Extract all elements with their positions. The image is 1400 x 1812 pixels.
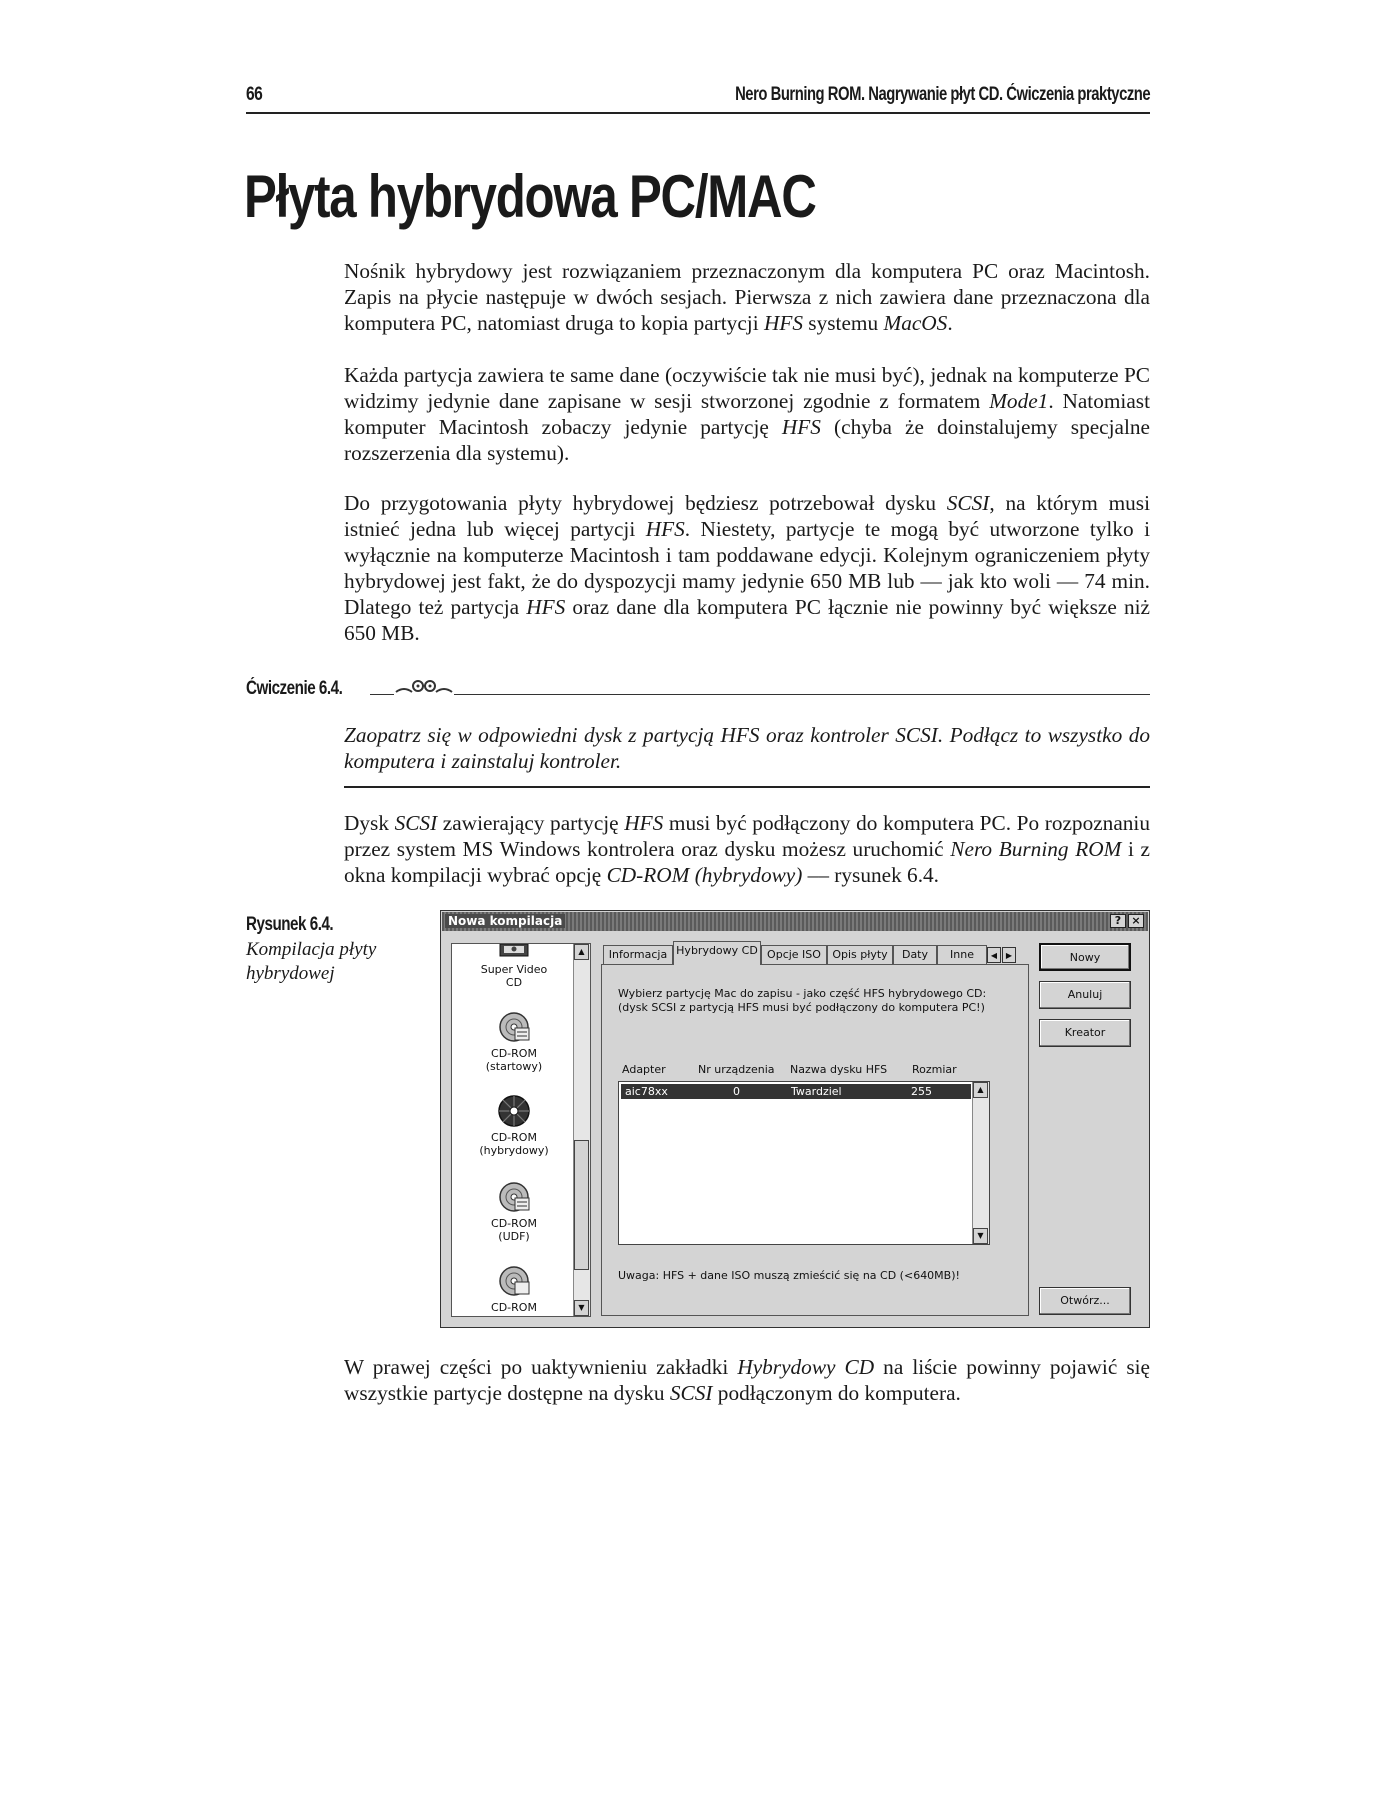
list-item-cd-rom-boot[interactable]: CD-ROM (startowy) (460, 1010, 568, 1073)
section-title: Płyta hybrydowa PC/MAC (244, 163, 816, 230)
exercise-divider (370, 694, 1150, 695)
page-number: 66 (246, 84, 263, 105)
partition-description: Wybierz partycję Mac do zapisu - jako część HFS hybrydowego CD: (dysk SCSI z partycją HFS musi być podłączony do komputera PC!) (618, 987, 987, 1014)
help-button[interactable]: ? (1110, 914, 1126, 928)
hybrid-cd-tab-panel (601, 964, 1029, 1316)
table-row[interactable] (621, 1084, 971, 1099)
cd-udf-icon (497, 1180, 531, 1214)
paragraph-4: Dysk SCSI zawierający partycję HFS musi być podłączony do komputera PC. Po rozpoznaniu przez system MS Windows kontrolera oraz dysku możesz uruchomić Nero Burning ROM i z okna kompilacji wybrać opcję CD-ROM (hybrydowy) –– rysunek 6.4. (344, 811, 1150, 887)
cd-boot-icon (497, 1010, 531, 1044)
left-scrollbar[interactable] (573, 944, 590, 1316)
exercise-heading (246, 674, 1150, 700)
tab-opis-plyty[interactable]: Opis płyty (827, 945, 893, 964)
column-device-number[interactable]: Nr urządzenia (698, 1063, 775, 1076)
column-size[interactable]: Rozmiar (912, 1063, 957, 1076)
cell-device: 0 (733, 1085, 740, 1098)
ornament-icon (394, 676, 454, 698)
close-button[interactable]: × (1128, 914, 1144, 928)
dialog-titlebar (442, 912, 1148, 931)
column-adapter[interactable]: Adapter (622, 1063, 666, 1076)
tab-hybrydowy-cd[interactable]: Hybrydowy CD (673, 941, 761, 965)
figure-caption: Kompilacja płyty hybrydowej (246, 939, 377, 984)
list-scroll-up-icon[interactable]: ▲ (973, 1082, 988, 1098)
exercise-label: Ćwiczenie 6.4. (246, 678, 343, 699)
cd-hybrid-icon (497, 1094, 531, 1128)
cell-name: Twardziel (791, 1085, 842, 1098)
list-item-cd-rom-hybrid[interactable]: CD-ROM (hybrydowy) (460, 1094, 568, 1157)
cd-icon (497, 1264, 531, 1298)
tab-right-arrow-icon[interactable]: ▶ (1002, 947, 1016, 963)
figure-label: Rysunek 6.4. (246, 914, 334, 935)
tab-daty[interactable]: Daty (893, 945, 937, 964)
tab-opcje-iso[interactable]: Opcje ISO (761, 945, 827, 964)
cell-size: 255 (911, 1085, 932, 1098)
partition-list[interactable] (618, 1081, 990, 1245)
tab-informacja[interactable]: Informacja (603, 945, 673, 964)
video-cd-icon (498, 944, 530, 960)
scroll-thumb[interactable] (574, 1140, 589, 1270)
paragraph-1: Nośnik hybrydowy jest rozwiązaniem przeznaczonym dla komputera PC oraz Macintosh. Zapis na płycie następuje w dwóch sesjach. Pierwsza z nich zawiera dane przeznaczona dla komputera PC, natomiast druga to kopia partycji HFS systemu MacOS. (344, 259, 1150, 335)
list-scroll-down-icon[interactable]: ▼ (973, 1228, 988, 1244)
tab-strip (601, 941, 1029, 965)
wizard-button[interactable]: Kreator (1039, 1019, 1131, 1047)
new-compilation-dialog (440, 910, 1150, 1328)
scroll-down-icon[interactable]: ▼ (574, 1300, 589, 1316)
size-warning: Uwaga: HFS + dane ISO muszą zmieścić się na CD (<640MB)! (618, 1269, 960, 1282)
paragraph-2: Każda partycja zawiera te same dane (oczywiście tak nie musi być), jednak na komputerze PC widzimy jedynie dane zapisane w sesji stworzonej zgodnie z formatem Mode1. Natomiast komputer Macintosh zobaczy jedynie partycję HFS (chyba że doinstalujemy specjalne rozszerzenia dla systemu). (344, 363, 1151, 465)
new-button[interactable]: Nowy (1039, 943, 1131, 971)
cancel-button[interactable]: Anuluj (1039, 981, 1131, 1009)
paragraph-3: Do przygotowania płyty hybrydowej będziesz potrzebował dysku SCSI, na którym musi istnieć jedna lub więcej partycji HFS. Niestety, partycje te mogą być utworzone tylko i wyłącznie na komputerze Macintosh i tam poddawane edycji. Kolejnym ograniczeniem płyty hybrydowej jest fakt, że do dyspozycji mamy jedynie 650 MB lub — jak kto woli — 74 min. Dlatego też partycja HFS oraz dane dla komputera PC łącznie nie powinny być większe niż 650 MB. (344, 491, 1150, 645)
list-item-cd-rom[interactable]: CD-ROM (460, 1264, 568, 1314)
dialog-title: Nowa kompilacja (445, 914, 565, 928)
tab-left-arrow-icon[interactable]: ◀ (987, 947, 1001, 963)
column-hfs-disk-name[interactable]: Nazwa dysku HFS (790, 1063, 888, 1076)
tab-inne[interactable]: Inne (937, 945, 987, 964)
list-scrollbar[interactable] (972, 1082, 989, 1244)
cell-adapter: aic78xx (625, 1085, 668, 1098)
book-title: Nero Burning ROM. Nagrywanie płyt CD. Ćwiczenia praktyczne (734, 84, 1150, 105)
exercise-end-rule (344, 786, 1150, 788)
exercise-text: Zaopatrz się w odpowiedni dysk z partycją HFS oraz kontroler SCSI. Podłącz to wszystko do komputera i zainstaluj kontroler. (344, 723, 1150, 773)
list-item-cd-rom-udf[interactable]: CD-ROM (UDF) (460, 1180, 568, 1243)
tab-scroll-arrows (987, 943, 1017, 963)
compilation-type-list[interactable] (451, 943, 591, 1317)
list-item-super-video-cd[interactable]: Super Video CD (460, 944, 568, 989)
paragraph-5: W prawej części po uaktywnieniu zakładki Hybrydowy CD na liście powinny pojawić się wszystkie partycje dostępne na dysku SCSI podłączonym do komputera. (344, 1355, 1151, 1405)
scroll-up-icon[interactable]: ▲ (574, 944, 589, 960)
open-button[interactable]: Otwórz... (1039, 1287, 1131, 1315)
running-header (246, 84, 1150, 114)
